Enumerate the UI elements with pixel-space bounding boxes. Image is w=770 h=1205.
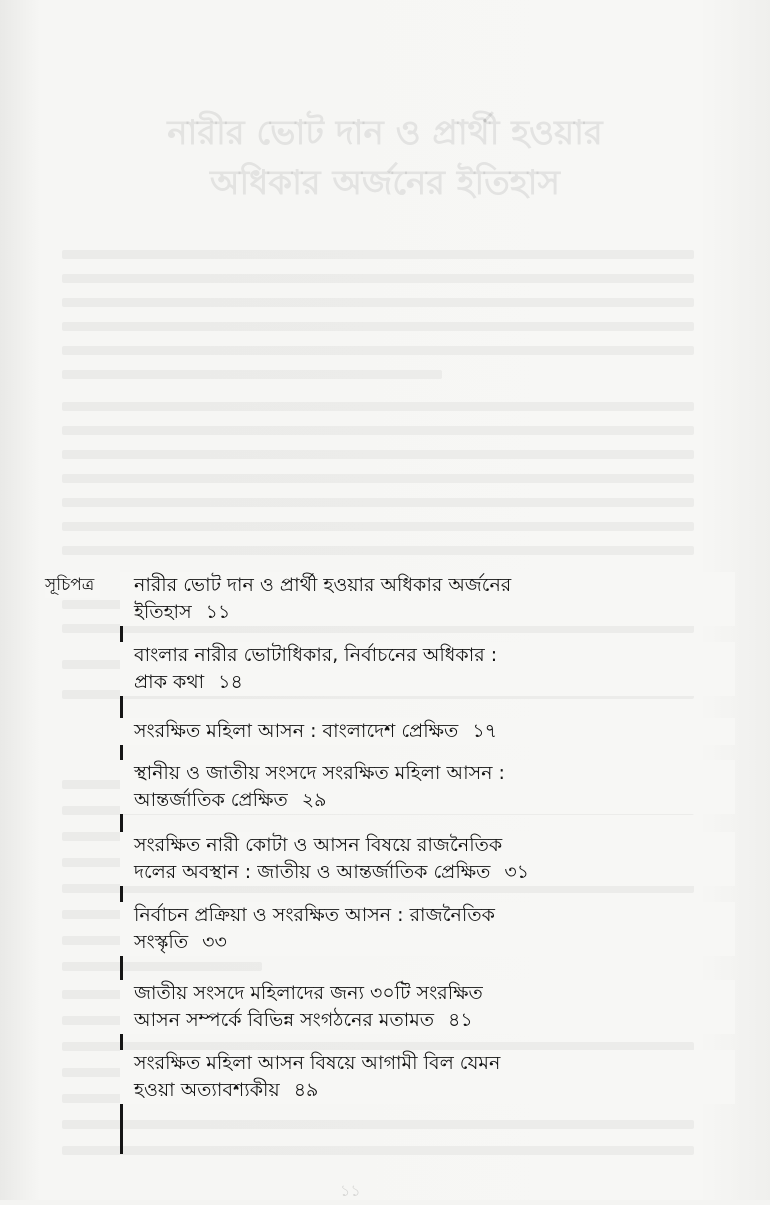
background-page-number: ১১	[340, 1181, 361, 1200]
toc-entry-2[interactable]	[120, 642, 735, 696]
toc-page-number: ১৪	[218, 671, 243, 693]
toc-entry-5[interactable]	[120, 832, 735, 886]
toc-entry-line: নারীর ভোট দান ও প্রার্থী হওয়ার অধিকার অর্জনের	[134, 574, 512, 596]
toc-entry-line	[134, 929, 735, 956]
toc-entry-4[interactable]	[120, 760, 735, 814]
toc-entry-line	[134, 718, 735, 745]
toc-page-number: ৩১	[504, 861, 530, 883]
toc-page-number: ১৭	[472, 720, 498, 742]
toc-entry-text: হওয়া অত্যাবশ্যকীয়	[134, 1079, 280, 1101]
toc-entry-line: স্থানীয় ও জাতীয় সংসদে সংরক্ষিত মহিলা আসন :	[134, 762, 505, 784]
toc-page-number: ১১	[205, 601, 231, 623]
toc-entry-line	[134, 859, 735, 886]
toc-page-number: ৪৯	[293, 1079, 319, 1101]
toc-page-number: ৩৩	[202, 931, 227, 953]
toc-entry-line: সংরক্ষিত নারী কোটা ও আসন বিষয়ে রাজনৈতিক	[134, 834, 503, 856]
toc-label: সূচিপত্র	[45, 572, 100, 598]
toc-entry-3[interactable]	[120, 718, 735, 745]
toc-entry-text: আসন সম্পর্কে বিভিন্ন সংগঠনের মতামত	[134, 1009, 435, 1031]
toc-entry-line: বাংলার নারীর ভোটাধিকার, নির্বাচনের অধিকার :	[134, 644, 498, 666]
toc-entry-6[interactable]	[120, 902, 735, 956]
toc-entry-text: সংরক্ষিত মহিলা আসন : বাংলাদেশ প্রেক্ষিত	[134, 720, 459, 742]
toc-entry-line	[134, 1007, 735, 1034]
toc-entry-7[interactable]	[120, 980, 735, 1034]
toc-page-number: ২৯	[301, 789, 327, 811]
toc-entry-1[interactable]	[120, 572, 735, 626]
toc-entry-line	[134, 669, 735, 696]
toc-entry-line	[134, 599, 735, 626]
toc-entry-line	[134, 787, 735, 814]
toc-entry-8[interactable]	[120, 1050, 735, 1104]
toc-entry-line: নির্বাচন প্রক্রিয়া ও সংরক্ষিত আসন : রাজনৈতিক	[134, 904, 495, 926]
background-title-line-1: নারীর ভোট দান ও প্রার্থী হওয়ার	[167, 113, 603, 153]
toc-entry-text: ইতিহাস	[134, 601, 192, 623]
toc-entry-line: সংরক্ষিত মহিলা আসন বিষয়ে আগামী বিল যেমন	[134, 1052, 501, 1074]
background-title-line-2: অধিকার অর্জনের ইতিহাস	[210, 163, 560, 203]
toc-entry-text: আন্তর্জাতিক প্রেক্ষিত	[134, 789, 288, 811]
toc-entry-line: জাতীয় সংসদে মহিলাদের জন্য ৩০টি সংরক্ষিত	[134, 982, 483, 1004]
toc-entry-text: সংস্কৃতি	[134, 931, 189, 953]
toc-page-number: ৪১	[448, 1009, 473, 1031]
toc-entry-text: প্রাক কথা	[134, 671, 205, 693]
toc-entry-line	[134, 1077, 735, 1104]
toc-entry-text: দলের অবস্থান : জাতীয় ও আন্তর্জাতিক প্রেক্ষিত	[134, 861, 491, 883]
